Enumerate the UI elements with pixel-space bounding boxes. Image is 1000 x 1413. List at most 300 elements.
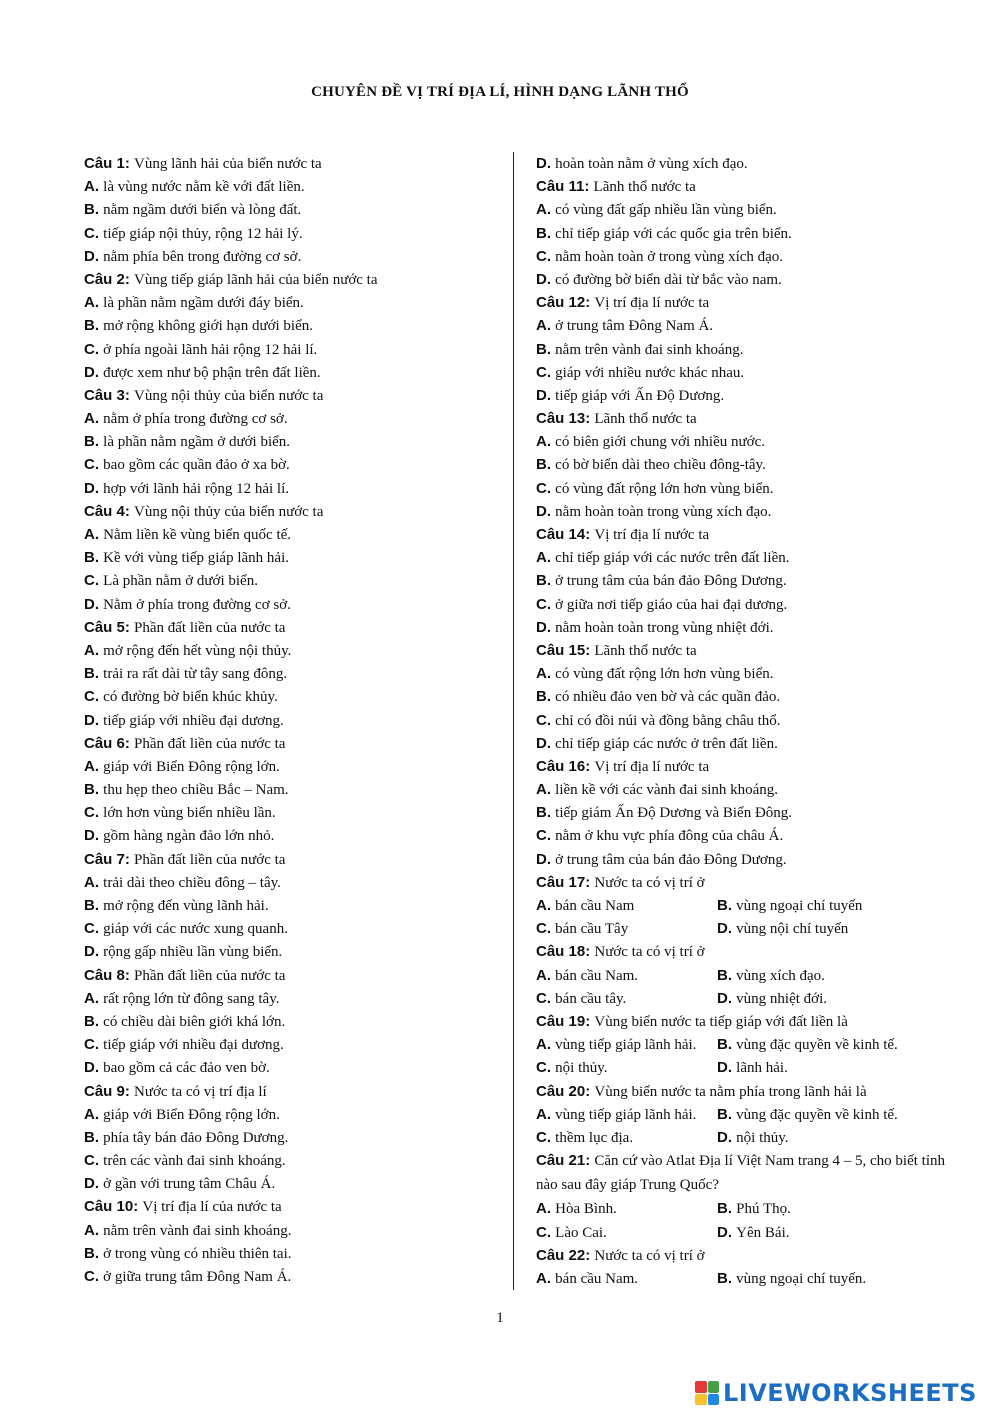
answer-option xyxy=(84,593,494,616)
answer-option xyxy=(84,198,494,221)
option-text: lớn hơn vùng biển nhiều lần. xyxy=(103,805,276,822)
option-letter: A. xyxy=(536,1200,551,1218)
answer-option xyxy=(84,338,494,361)
question-stem xyxy=(536,639,956,662)
option-text: thu hẹp theo chiều Bắc – Nam. xyxy=(103,782,289,799)
option-text: ở phía ngoài lãnh hải rộng 12 hải lí. xyxy=(103,341,318,358)
left-column xyxy=(84,152,494,1288)
answer-option xyxy=(84,639,494,662)
option-text: nằm trên vành đai sinh khoáng. xyxy=(555,341,744,358)
question-number: Câu 1: xyxy=(84,155,130,172)
answer-option xyxy=(84,662,494,685)
question-text: Nước ta có vị trí ở xyxy=(594,1247,705,1264)
option-letter: B. xyxy=(536,572,551,590)
question-text: Phần đất liền của nước ta xyxy=(134,967,286,984)
answer-option xyxy=(536,1267,717,1291)
option-text: bán cầu Nam. xyxy=(555,967,639,984)
option-letter: A. xyxy=(84,178,99,196)
option-text: bán cầu Nam. xyxy=(555,1271,639,1288)
answer-option xyxy=(536,917,717,941)
question-stem xyxy=(536,1244,956,1267)
question-number: Câu 17: xyxy=(536,873,591,891)
answer-option xyxy=(536,987,717,1011)
logo-mark-square xyxy=(708,1381,720,1393)
option-text: liền kề với các vành đai sinh khoáng. xyxy=(555,782,779,799)
question-number: Câu 15: xyxy=(536,641,591,659)
option-letter: B. xyxy=(717,897,732,914)
answer-option xyxy=(84,569,494,592)
answer-option xyxy=(536,245,956,268)
question-text: Nước ta có vị trí ở xyxy=(594,944,705,961)
option-letter: D. xyxy=(536,850,551,868)
option-letter: D. xyxy=(717,1128,732,1146)
option-letter: D. xyxy=(536,270,551,288)
answer-option xyxy=(84,940,494,963)
answer-option xyxy=(536,616,956,639)
answer-option xyxy=(536,477,956,500)
answer-option-row xyxy=(536,1056,956,1079)
option-letter: B. xyxy=(84,317,99,335)
option-letter: B. xyxy=(536,688,551,706)
option-letter: C. xyxy=(536,595,551,613)
option-letter: C. xyxy=(84,920,99,938)
answer-option xyxy=(84,245,494,268)
question-stem xyxy=(536,291,956,314)
option-text: có chiều dài biên giới khá lớn. xyxy=(103,1013,286,1030)
question-number: Câu 9: xyxy=(84,1082,130,1100)
page-number: 1 xyxy=(496,1310,504,1326)
answer-option-row xyxy=(536,1033,956,1056)
question-stem xyxy=(536,407,956,430)
liveworksheets-logo xyxy=(695,1380,977,1406)
answer-option xyxy=(536,709,956,732)
answer-option xyxy=(717,1221,898,1245)
option-text: bán cầu tây. xyxy=(555,990,627,1007)
option-letter: B. xyxy=(84,781,99,799)
answer-option xyxy=(84,291,494,314)
question-stem xyxy=(536,755,956,778)
logo-text: LIVEWORKSHEETS xyxy=(723,1379,977,1407)
option-letter: C. xyxy=(536,1059,551,1077)
question-number: Câu 16: xyxy=(536,757,591,775)
answer-option xyxy=(536,593,956,616)
option-letter: D. xyxy=(717,1223,732,1241)
question-stem xyxy=(536,175,956,198)
option-text: hợp với lãnh hải rộng 12 hải lí. xyxy=(103,480,290,497)
question-stem xyxy=(84,268,494,291)
option-text: có bờ biển dài theo chiều đông-tây. xyxy=(555,457,766,474)
option-text: vùng đặc quyền về kinh tế. xyxy=(736,1037,898,1054)
answer-option xyxy=(717,917,898,941)
option-letter: D. xyxy=(84,363,99,381)
answer-option xyxy=(717,1103,898,1127)
question-text: Vùng tiếp giáp lãnh hải của biển nước ta xyxy=(134,271,378,288)
answer-option-row xyxy=(536,1126,956,1149)
option-text: nội thủy. xyxy=(555,1060,608,1077)
option-text: Nằm liền kề vùng biển quốc tế. xyxy=(103,527,292,543)
option-letter: A. xyxy=(536,897,551,914)
option-letter: B. xyxy=(536,804,551,822)
answer-option xyxy=(717,1033,898,1057)
answer-option xyxy=(536,500,956,523)
option-letter: D. xyxy=(84,943,99,961)
option-letter: C. xyxy=(536,711,551,729)
question-stem xyxy=(84,964,494,987)
answer-option xyxy=(536,430,956,453)
question-text: Vị trí địa lí nước ta xyxy=(594,295,710,312)
option-letter: B. xyxy=(84,1244,99,1262)
option-text: Nằm ở phía trong đường cơ sở. xyxy=(103,596,291,613)
option-text: bao gồm các quần đảo ở xa bờ. xyxy=(103,457,290,474)
option-letter: C. xyxy=(84,456,99,474)
answer-option xyxy=(84,1033,494,1056)
question-text: Lãnh thổ nước ta xyxy=(594,642,697,659)
option-letter: C. xyxy=(84,224,99,242)
answer-option xyxy=(536,569,956,592)
question-stem xyxy=(84,1195,494,1218)
answer-option xyxy=(536,1103,717,1127)
option-letter: C. xyxy=(536,1128,551,1146)
answer-option xyxy=(536,801,956,824)
option-letter: C. xyxy=(84,572,99,590)
option-text: giáp với Biển Đông rộng lớn. xyxy=(103,758,280,775)
option-letter: B. xyxy=(717,966,732,984)
answer-option xyxy=(717,964,898,988)
question-text: Vị trí địa lí nước ta xyxy=(594,758,710,775)
option-text: chỉ tiếp giáp với các nước trên đất liền. xyxy=(555,550,790,567)
question-stem xyxy=(536,1149,956,1197)
answer-option xyxy=(84,1103,494,1126)
question-stem xyxy=(536,871,956,894)
option-text: vùng tiếp giáp lãnh hải. xyxy=(555,1106,697,1123)
answer-option-row xyxy=(536,1103,956,1126)
answer-option xyxy=(84,685,494,708)
question-stem xyxy=(536,1080,956,1103)
question-number: Câu 14: xyxy=(536,526,591,543)
option-text: chỉ có đồi núi và đồng bằng châu thổ. xyxy=(555,712,781,729)
answer-option xyxy=(84,1056,494,1079)
option-text: rất rộng lớn từ đông sang tây. xyxy=(103,990,280,1007)
option-text: thềm lục địa. xyxy=(555,1129,634,1146)
option-text: nằm ở phía trong đường cơ sở. xyxy=(103,411,288,428)
option-letter: A. xyxy=(84,1221,99,1239)
answer-option xyxy=(84,430,494,453)
option-text: tiếp giáp nội thủy, rộng 12 hải lý. xyxy=(103,225,303,242)
option-text: tiếp giám Ấn Độ Dương và Biển Đông. xyxy=(555,805,793,822)
answer-option xyxy=(536,685,956,708)
answer-option xyxy=(84,523,494,546)
option-letter: B. xyxy=(84,201,99,219)
option-letter: B. xyxy=(536,224,551,242)
option-text: Lào Cai. xyxy=(555,1224,607,1241)
logo-mark-square xyxy=(695,1381,707,1393)
answer-option xyxy=(536,314,956,337)
answer-option xyxy=(536,268,956,291)
option-letter: A. xyxy=(84,1105,99,1123)
question-number: Câu 13: xyxy=(536,410,591,428)
option-text: có đường bờ biển dài từ bắc vào nam. xyxy=(555,271,782,288)
option-letter: A. xyxy=(536,665,551,683)
option-letter: A. xyxy=(536,1036,551,1054)
option-text: Yên Bái. xyxy=(736,1224,790,1241)
question-stem xyxy=(536,1010,956,1033)
question-text: Vị trí địa lí nước ta xyxy=(594,527,710,543)
option-letter: D. xyxy=(717,920,732,938)
logo-mark-square xyxy=(708,1394,720,1406)
option-text: tiếp giáp với nhiều đại dương. xyxy=(103,712,284,729)
question-text: Lãnh thổ nước ta xyxy=(594,411,697,428)
question-stem xyxy=(536,940,956,963)
answer-option xyxy=(84,1265,494,1288)
option-text: Phú Thọ. xyxy=(736,1201,791,1218)
answer-option-row xyxy=(536,894,956,917)
answer-option xyxy=(84,361,494,384)
answer-option xyxy=(84,1010,494,1033)
option-letter: C. xyxy=(84,1268,99,1285)
option-letter: B. xyxy=(717,1105,732,1123)
answer-option xyxy=(84,314,494,337)
option-letter: D. xyxy=(536,386,551,404)
option-letter: D. xyxy=(84,247,99,265)
option-text: được xem như bộ phận trên đất liền. xyxy=(103,364,321,381)
answer-option xyxy=(536,222,956,245)
question-text: Vùng biển nước ta nằm phía trong lãnh hải là xyxy=(594,1083,867,1100)
option-text: có biên giới chung với nhiều nước. xyxy=(555,434,765,451)
option-text: là phần nằm ngầm dưới đáy biển. xyxy=(103,295,304,312)
option-text: nằm hoàn toàn trong vùng nhiệt đới. xyxy=(555,619,774,636)
answer-option xyxy=(84,871,494,894)
option-text: có đường bờ biển khúc khủy. xyxy=(103,689,278,706)
answer-option-row xyxy=(536,987,956,1010)
option-text: ở trong vùng có nhiều thiên tai. xyxy=(103,1245,292,1262)
option-text: có vùng đất gấp nhiều lần vùng biển. xyxy=(555,202,777,219)
answer-option xyxy=(536,1056,717,1080)
question-number: Câu 4: xyxy=(84,502,130,520)
option-letter: C. xyxy=(536,363,551,381)
answer-option xyxy=(536,824,956,847)
option-text: nằm hoàn toàn ở trong vùng xích đạo. xyxy=(555,248,784,265)
question-text: Phần đất liền của nước ta xyxy=(134,619,286,636)
option-letter: C. xyxy=(84,340,99,358)
option-letter: A. xyxy=(84,641,99,659)
question-stem xyxy=(536,523,956,546)
answer-option xyxy=(84,175,494,198)
question-number: Câu 18: xyxy=(536,943,591,961)
option-letter: D. xyxy=(536,155,551,172)
question-number: Câu 11: xyxy=(536,178,590,196)
answer-option xyxy=(536,198,956,221)
question-text: Vùng lãnh hải của biển nước ta xyxy=(134,156,322,172)
page-title: CHUYÊN ĐỀ VỊ TRÍ ĐỊA LÍ, HÌNH DẠNG LÃNH THỔ xyxy=(311,84,689,100)
option-text: ở giữa nơi tiếp giáo của hai đại dương. xyxy=(555,596,788,613)
option-text: là vùng nước nằm kề với đất liền. xyxy=(103,179,305,196)
option-letter: B. xyxy=(536,340,551,358)
question-text: Phần đất liền của nước ta xyxy=(134,735,286,752)
question-text: Căn cứ vào Atlat Địa lí Việt Nam trang 4 – 5, cho biết tỉnh nào sau đây giáp Trung Quốc? xyxy=(536,1153,945,1194)
answer-option xyxy=(536,1033,717,1057)
option-letter: A. xyxy=(536,317,551,335)
option-letter: A. xyxy=(536,433,551,451)
option-letter: D. xyxy=(84,595,99,613)
answer-option xyxy=(84,755,494,778)
option-text: là phần nằm ngầm ở dưới biển. xyxy=(103,434,291,451)
option-letter: A. xyxy=(536,549,551,567)
option-text: Hòa Bình. xyxy=(555,1201,617,1218)
option-text: phía tây bán đảo Đông Dương. xyxy=(103,1129,289,1146)
answer-option xyxy=(536,338,956,361)
option-text: vùng nội chí tuyến xyxy=(736,921,849,938)
option-letter: C. xyxy=(84,1152,99,1170)
question-stem xyxy=(84,1080,494,1103)
answer-option xyxy=(717,1197,898,1221)
question-text: Nước ta có vị trí ở xyxy=(594,874,705,891)
answer-option xyxy=(536,778,956,801)
answer-option xyxy=(84,222,494,245)
question-stem xyxy=(84,848,494,871)
option-letter: C. xyxy=(84,804,99,822)
answer-option xyxy=(84,1172,494,1195)
option-letter: A. xyxy=(84,410,99,428)
option-letter: B. xyxy=(84,549,99,567)
question-stem xyxy=(84,732,494,755)
option-text: mở rộng không giới hạn dưới biển. xyxy=(103,318,313,335)
answer-option xyxy=(84,453,494,476)
answer-option xyxy=(84,1126,494,1149)
question-text: Vùng biển nước ta tiếp giáp với đất liền là xyxy=(594,1013,848,1030)
option-text: tiếp giáp với Ấn Độ Dương. xyxy=(555,387,725,404)
option-letter: B. xyxy=(84,1012,99,1030)
question-number: Câu 5: xyxy=(84,618,130,636)
option-text: nằm trên vành đai sinh khoáng. xyxy=(103,1222,292,1239)
option-text: nằm phía bên trong đường cơ sở. xyxy=(103,248,302,265)
question-number: Câu 6: xyxy=(84,734,130,752)
question-text: Nước ta có vị trí địa lí xyxy=(134,1083,267,1100)
option-text: bán cầu Tây xyxy=(555,921,629,938)
answer-option xyxy=(84,824,494,847)
option-letter: C. xyxy=(536,1223,551,1241)
option-text: chỉ tiếp giáp các nước ở trên đất liền. xyxy=(555,735,778,752)
option-letter: C. xyxy=(536,920,551,938)
answer-option xyxy=(536,964,717,988)
option-letter: C. xyxy=(536,479,551,497)
option-text: chỉ tiếp giáp với các quốc gia trên biển. xyxy=(555,225,792,242)
answer-option xyxy=(84,987,494,1010)
option-text: ở trung tâm Đông Nam Á. xyxy=(555,318,714,335)
answer-option-row xyxy=(536,1197,956,1220)
option-text: hoàn toàn nằm ở vùng xích đạo. xyxy=(555,156,748,172)
answer-option xyxy=(84,1219,494,1242)
option-letter: D. xyxy=(717,989,732,1007)
answer-option xyxy=(84,778,494,801)
option-text: vùng ngoại chí tuyến xyxy=(736,898,863,914)
option-letter: D. xyxy=(536,502,551,520)
option-letter: B. xyxy=(717,1200,732,1218)
question-stem xyxy=(84,384,494,407)
option-text: nằm ngầm dưới biển và lòng đất. xyxy=(103,202,302,219)
option-letter: D. xyxy=(536,734,551,752)
option-text: mở rộng đến hết vùng nội thủy. xyxy=(103,642,292,659)
answer-option xyxy=(84,801,494,824)
option-letter: D. xyxy=(536,618,551,636)
option-letter: A. xyxy=(536,1270,551,1288)
option-letter: D. xyxy=(84,1175,99,1193)
option-letter: B. xyxy=(536,456,551,474)
option-letter: C. xyxy=(536,989,551,1007)
answer-option xyxy=(536,546,956,569)
question-number: Câu 2: xyxy=(84,270,130,288)
option-text: giáp với nhiều nước khác nhau. xyxy=(555,364,745,381)
answer-option xyxy=(536,361,956,384)
option-text: giáp với Biển Đông rộng lớn. xyxy=(103,1106,280,1123)
question-stem xyxy=(84,616,494,639)
answer-option xyxy=(717,894,898,918)
option-text: vùng tiếp giáp lãnh hải. xyxy=(555,1037,697,1054)
option-letter: A. xyxy=(84,757,99,775)
option-letter: B. xyxy=(84,433,99,451)
answer-option xyxy=(717,1267,898,1291)
option-letter: B. xyxy=(84,897,99,914)
answer-option xyxy=(536,1221,717,1245)
option-text: nằm ở khu vực phía đông của châu Á. xyxy=(555,828,784,845)
option-letter: B. xyxy=(84,1128,99,1146)
option-text: ở gần với trung tâm Châu Á. xyxy=(103,1176,276,1193)
answer-option xyxy=(84,1242,494,1265)
option-letter: C. xyxy=(536,247,551,265)
answer-option xyxy=(536,453,956,476)
option-text: có vùng đất rộng lớn hơn vùng biển. xyxy=(555,666,774,683)
option-letter: B. xyxy=(717,1036,732,1054)
answer-option-row xyxy=(536,964,956,987)
option-text: trải ra rất dài từ tây sang đông. xyxy=(103,666,288,683)
option-text: trên các vành đai sinh khoáng. xyxy=(103,1153,286,1170)
option-text: mở rộng đến vùng lãnh hải. xyxy=(103,898,269,914)
answer-option xyxy=(536,894,717,918)
question-stem xyxy=(84,500,494,523)
question-stem xyxy=(84,152,494,175)
option-letter: A. xyxy=(536,1105,551,1123)
question-number: Câu 22: xyxy=(536,1246,591,1264)
logo-mark-square xyxy=(695,1394,707,1406)
question-number: Câu 12: xyxy=(536,294,591,312)
question-text: Vị trí địa lí của nước ta xyxy=(142,1199,282,1216)
question-text: Phần đất liền của nước ta xyxy=(134,851,286,868)
option-letter: D. xyxy=(84,827,99,845)
option-letter: A. xyxy=(536,201,551,219)
option-text: lãnh hải. xyxy=(736,1060,788,1077)
answer-option-row xyxy=(536,1267,956,1290)
option-text: có nhiều đảo ven bờ và các quần đảo. xyxy=(555,689,781,706)
option-text: ở giữa trung tâm Đông Nam Á. xyxy=(103,1269,292,1285)
option-text: tiếp giáp với nhiều đại dương. xyxy=(103,1037,284,1054)
answer-option xyxy=(536,662,956,685)
question-number: Câu 8: xyxy=(84,966,130,984)
option-letter: B. xyxy=(717,1270,732,1288)
option-letter: A. xyxy=(84,989,99,1007)
answer-option-row xyxy=(536,917,956,940)
option-text: trải dài theo chiều đông – tây. xyxy=(103,874,281,891)
option-text: gồm hàng ngàn đảo lớn nhỏ. xyxy=(103,828,275,845)
answer-option xyxy=(536,384,956,407)
option-letter: A. xyxy=(536,966,551,984)
answer-option xyxy=(717,987,898,1011)
option-text: nằm hoàn toàn trong vùng xích đạo. xyxy=(555,503,772,520)
question-text: Vùng nội thủy của biển nước ta xyxy=(134,503,324,520)
option-text: ở trung tâm của bán đảo Đông Dương. xyxy=(555,851,787,868)
option-letter: C. xyxy=(84,1036,99,1054)
option-text: vùng đặc quyền về kinh tế. xyxy=(736,1106,898,1123)
option-letter: D. xyxy=(717,1059,732,1077)
option-text: Kề với vùng tiếp giáp lãnh hải. xyxy=(103,550,289,567)
